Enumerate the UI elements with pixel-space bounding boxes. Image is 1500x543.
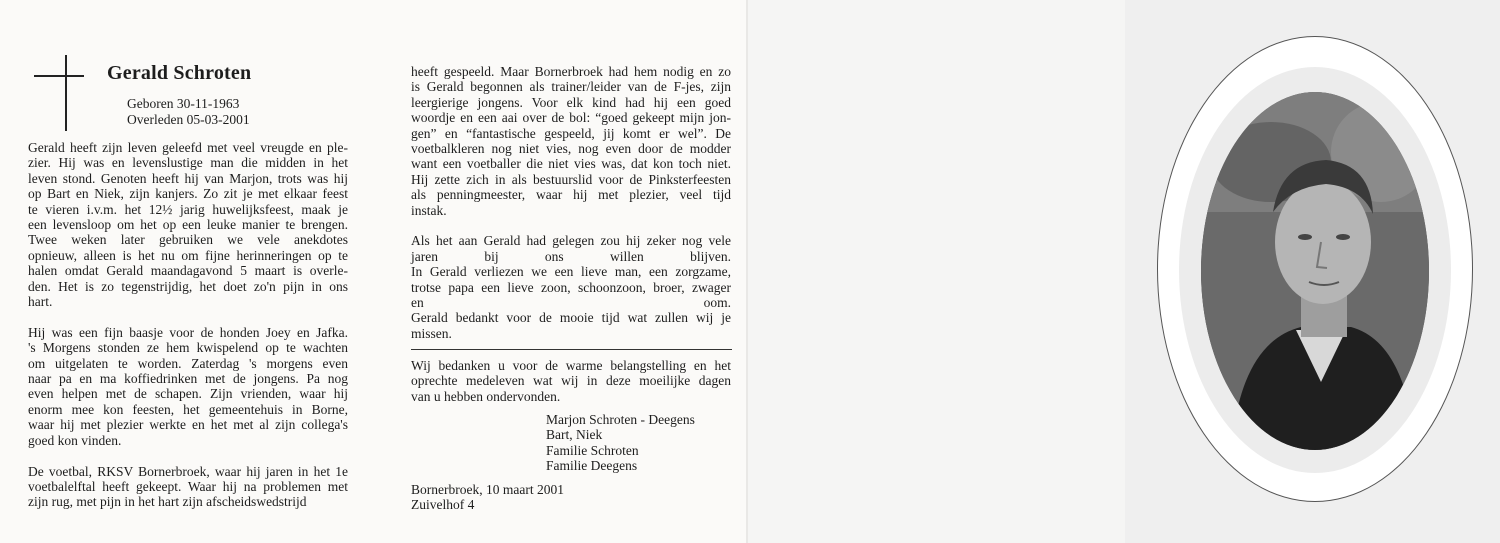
text-line: zier. Hij was en levenslustige man die midden in het bbox=[28, 155, 348, 171]
text-line: goed kon vinden. bbox=[28, 432, 122, 448]
text-line: want een voetballer die niet vies was, dat kon toch niet. bbox=[411, 156, 731, 172]
life-dates bbox=[127, 96, 250, 128]
text-line: voetbalelftal heeft gekeept. Waar hij na problemen met bbox=[28, 478, 348, 494]
text-line: enorm mee kon feesten, het gemeentehuis in Borne, bbox=[28, 401, 348, 417]
text-line: halen omdat Gerald maandagavond 5 maart is overle- bbox=[28, 263, 348, 279]
right-text-column bbox=[411, 64, 731, 341]
text-line: gen” en “fantastische gespeeld, jij komt er wel”. De bbox=[411, 125, 731, 141]
text-line: In Gerald verliezen we een lieve man, een zorgzame, bbox=[411, 264, 731, 280]
text-line: leven stond. Genoten heeft hij van Marjon, trots was hij bbox=[28, 170, 348, 186]
text-line: woordje en een aai over de bol: “goed gekeept mijn jon- bbox=[411, 110, 731, 126]
text-line: missen. bbox=[411, 325, 452, 341]
text-line: op Bart en Niek, zijn kanjers. Zo zit je met elkaar feest bbox=[28, 186, 348, 202]
text-line: is Gerald begonnen als trainer/leider van de F-jes, zijn bbox=[411, 79, 731, 95]
text-line: een levensloop om het op een leuke manier te brengen. bbox=[28, 217, 348, 233]
signer: Familie Deegens bbox=[546, 458, 638, 474]
text-line: en oom. bbox=[411, 295, 731, 311]
portrait-image bbox=[1201, 92, 1429, 450]
text-line: Als het aan Gerald had gelegen zou hij zeker nog vele bbox=[411, 233, 731, 249]
text-line: als penningmeester, waar hij met plezier, veel tijd bbox=[411, 187, 731, 203]
paragraph bbox=[411, 233, 731, 341]
text-line: Gerald bedankt voor de mooie tijd wat zullen wij je bbox=[411, 310, 731, 326]
text-line: naar pa en ma koffiedrinken met de jongens. Pa nog bbox=[28, 371, 348, 387]
text-line: 's Morgens stonden ze hem kwispelend op te wachten bbox=[28, 340, 348, 356]
text-line: De voetbal, RKSV Bornerbroek, waar hij jaren in het 1e bbox=[28, 463, 348, 479]
text-line: Twee weken later gebruiken we vele anekdotes bbox=[28, 232, 348, 248]
paragraph bbox=[28, 325, 348, 448]
death-date: Overleden 05-03-2001 bbox=[127, 112, 250, 127]
text-line: Hij zette zich in als bestuurslid voor de Pinksterfeesten bbox=[411, 171, 731, 187]
text-line: opnieuw, alleen is het nu om fijne herinneringen op te bbox=[28, 247, 348, 263]
text-line: even helpen met de schapen. Zijn vrienden, waar hij bbox=[28, 386, 348, 402]
place-and-address bbox=[411, 482, 564, 513]
signer: Familie Schroten bbox=[546, 442, 639, 458]
signer: Bart, Niek bbox=[546, 427, 603, 443]
card-fold-line bbox=[746, 0, 748, 543]
text-line: zijn rug, met pijn in het hart zijn afscheidswedstrijd bbox=[28, 494, 307, 510]
text-line: instak. bbox=[411, 202, 447, 218]
portrait-photo bbox=[1201, 92, 1429, 450]
text-line: oprechte medeleven wat wij in deze moeilijke dagen bbox=[411, 373, 731, 389]
text-line: leergierige jongens. Voor elk kind had hij een goed bbox=[411, 94, 731, 110]
text-line: Hij was een fijn baasje voor de honden Joey en Jafka. bbox=[28, 324, 348, 340]
text-line: van u hebben ondervonden. bbox=[411, 388, 561, 404]
text-line: jaren bij ons willen blijven. bbox=[411, 248, 731, 264]
cross-icon bbox=[65, 55, 67, 131]
text-line: voetbalkleren nog niet vies, nog even door de modder bbox=[411, 141, 731, 157]
text-line: om uitgelaten te worden. Zaterdag 's morgens even bbox=[28, 355, 348, 371]
text-line: te vieren i.v.m. het 12½ jarig huwelijksfeest, maak je bbox=[28, 201, 348, 217]
text-line: heeft gespeeld. Maar Bornerbroek had hem nodig en zo bbox=[411, 64, 731, 79]
left-text-column bbox=[28, 140, 348, 510]
text-line: Gerald heeft zijn leven geleefd met veel vreugde en ple- bbox=[28, 140, 348, 155]
thanks-paragraph bbox=[411, 358, 731, 404]
signer: Marjon Schroten - Deegens bbox=[546, 412, 695, 427]
signers-block bbox=[546, 412, 695, 474]
address: Zuivelhof 4 bbox=[411, 497, 475, 513]
place-date: Bornerbroek, 10 maart 2001 bbox=[411, 482, 564, 497]
text-line: den. Het is zo tegenstrijdig, het doet zo'n pijn in ons bbox=[28, 278, 348, 294]
text-line: waar hij met plezier werkte en het met al zijn collega's bbox=[28, 417, 348, 433]
birth-date: Geboren 30-11-1963 bbox=[127, 96, 240, 111]
text-line: trotse papa een lieve zoon, schoonzoon, broer, zwager bbox=[411, 279, 731, 295]
paragraph bbox=[28, 464, 348, 510]
paragraph bbox=[28, 140, 348, 309]
cross-icon-bar bbox=[34, 75, 84, 77]
text-line: Wij bedanken u voor de warme belangstelling en het bbox=[411, 358, 731, 373]
paragraph bbox=[411, 358, 731, 404]
deceased-name: Gerald Schroten bbox=[107, 62, 252, 84]
text-line: hart. bbox=[28, 294, 53, 310]
separator-line bbox=[411, 349, 732, 350]
paragraph bbox=[411, 64, 731, 218]
